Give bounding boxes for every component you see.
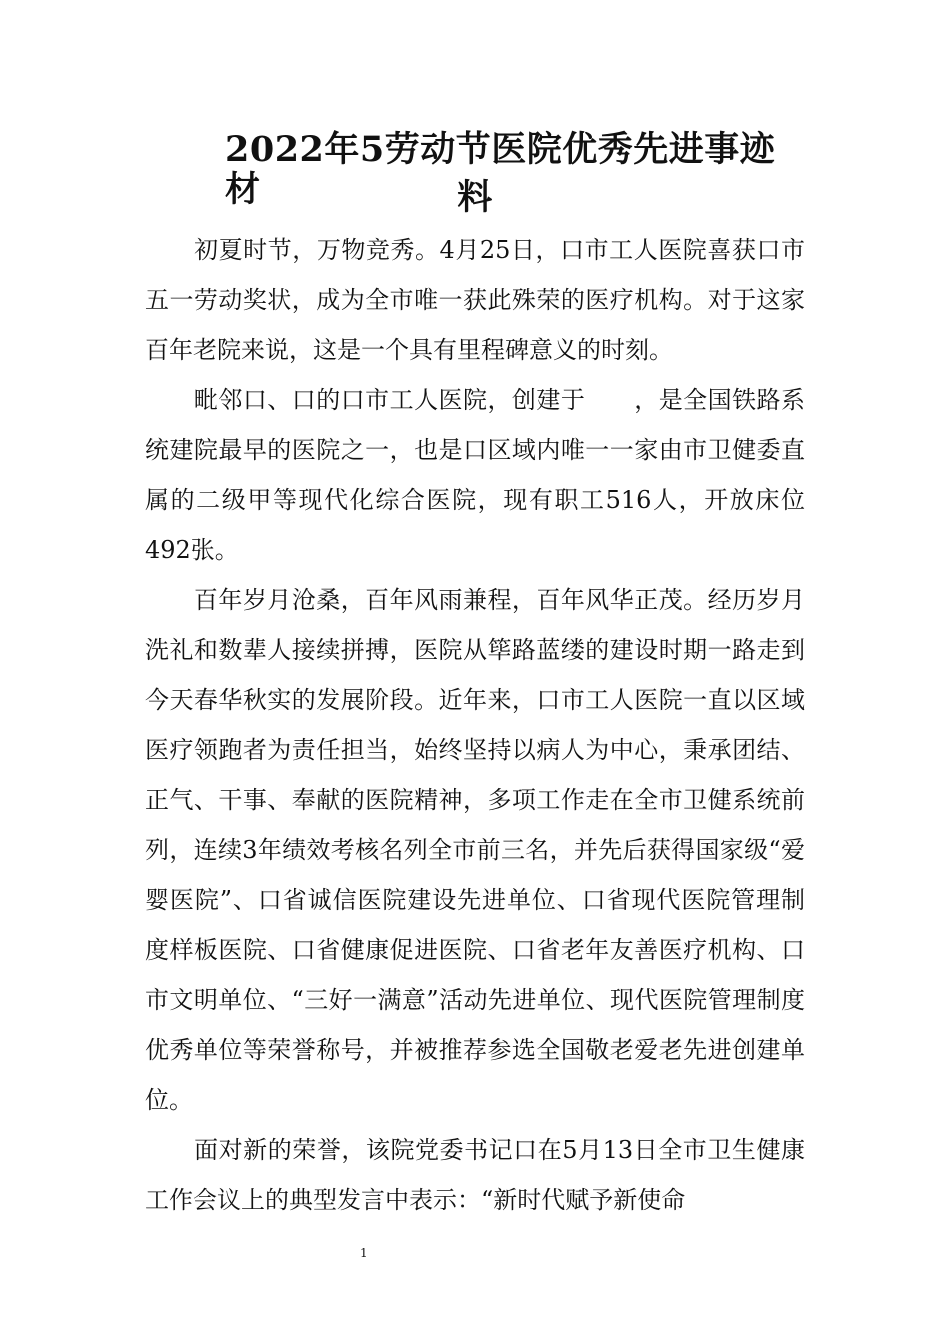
paragraph-2: 毗邻口、口的口市工人医院，创建于 ，是全国铁路系统建院最早的医院之一，也是口区域内唯一一家由市卫健委直属的二级甲等现代化综合医院，现有职工516人，开放床位492张。	[145, 386, 805, 564]
document-title-line-1: 2022年5劳动节医院优秀先进事迹材	[225, 129, 776, 210]
document-title-line-2: 料	[457, 177, 493, 218]
paragraph-3: 百年岁月沧桑，百年风雨兼程，百年风华正茂。经历岁月洗礼和数辈人接续拼搏，医院从筚路蓝缕的建设时期一路走到今天春华秋实的发展阶段。近年来，口市工人医院一直以区域医疗领跑者为责任担当，始终坚持以病人为中心，秉承团结、正气、干事、奉献的医院精神，多项工作走在全市卫健系统前列，连续3年绩效考核名列全市前三名，并先后获得国家级“爱婴医院”、口省诚信医院建设先进单位、口省现代医院管理制度样板医院、口省健康促进医院、口省老年友善医疗机构、口市文明单位、“三好一满意”活动先进单位、现代医院管理制度优秀单位等荣誉称号，并被推荐参选全国敬老爱老先进创建单位。	[145, 586, 805, 1114]
paragraph-1: 初夏时节，万物竞秀。4月25日，口市工人医院喜获口市五一劳动奖状，成为全市唯一获此殊荣的医疗机构。对于这家百年老院来说，这是一个具有里程碑意义的时刻。	[145, 236, 805, 364]
page-number: 1	[360, 1246, 368, 1260]
paragraph-4: 面对新的荣誉，该院党委书记口在5月13日全市卫生健康工作会议上的典型发言中表示：“新时代赋予新使命	[145, 1136, 805, 1214]
